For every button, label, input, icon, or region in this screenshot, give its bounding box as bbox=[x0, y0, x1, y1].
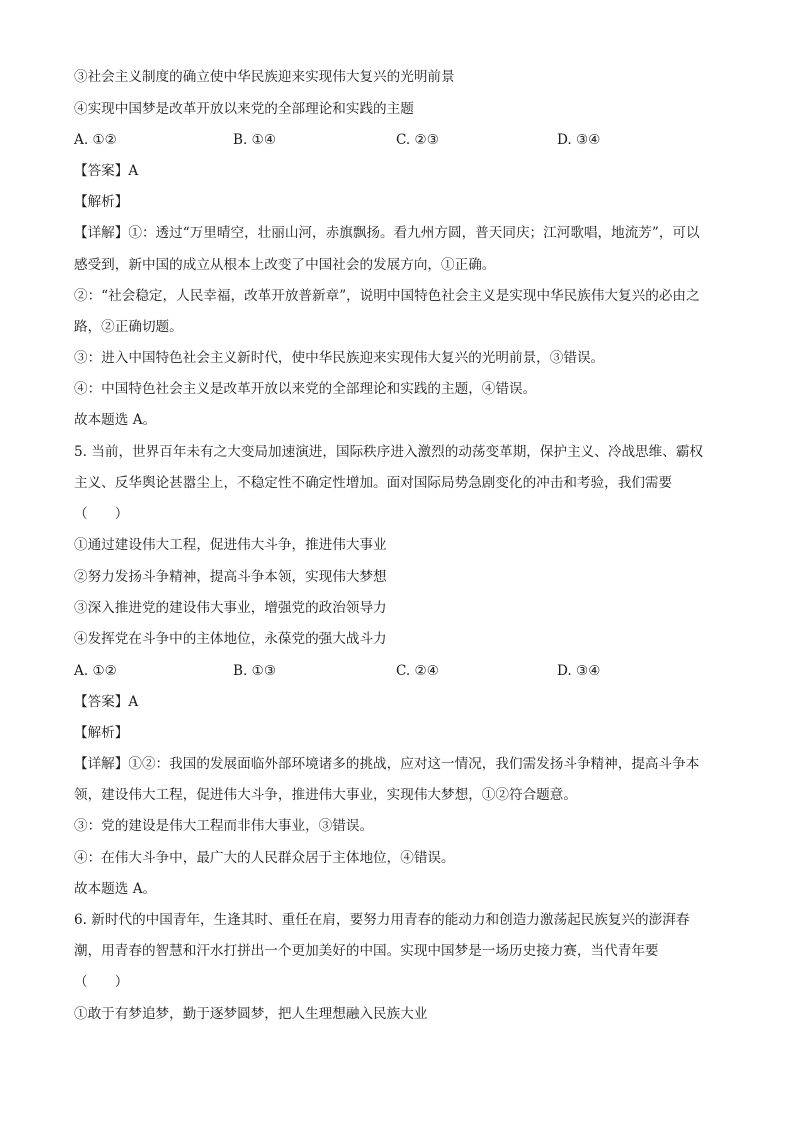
option-d: D. ③④ bbox=[557, 663, 601, 679]
text-line: 【详解】①②：我国的发展面临外部环境诸多的挑战，应对这一情况，我们需发扬斗争精神，提高斗争本 bbox=[74, 756, 700, 772]
text-line: 领，建设伟大工程，促进伟大斗争，推进伟大事业，实现伟大梦想，①②符合题意。 bbox=[74, 787, 577, 803]
text-line: 感受到，新中国的成立从根本上改变了中国社会的发展方向，①正确。 bbox=[74, 257, 496, 273]
option-b: B. ①③ bbox=[233, 663, 277, 679]
text-line: ②：“社会稳定，人民幸福，改革开放普新章”，说明中国特色社会主义是实现中华民族伟大复兴的必由之 bbox=[74, 288, 700, 304]
text-line: ①敢于有梦追梦，勤于逐梦圆梦，把人生理想融入民族大业 bbox=[74, 1006, 428, 1022]
text-line: ②努力发扬斗争精神，提高斗争本领，实现伟大梦想 bbox=[74, 569, 387, 585]
text-line: 【答案】A bbox=[74, 694, 139, 710]
text-line: ③深入推进党的建设伟大事业，增强党的政治领导力 bbox=[74, 600, 387, 616]
text-line: ④实现中国梦是改革开放以来党的全部理论和实践的主题 bbox=[74, 101, 414, 117]
text-line: 【解析】 bbox=[74, 725, 129, 741]
option-a: A. ①② bbox=[74, 663, 117, 679]
option-c: C. ②③ bbox=[396, 132, 439, 148]
text-line: 主义、反华舆论甚嚣尘上，不稳定性不确定性增加。面对国际局势急剧变化的冲击和考验，我们需要 bbox=[74, 475, 673, 491]
text-line: 故本题选 A。 bbox=[74, 881, 157, 897]
text-line: 5. 当前，世界百年未有之大变局加速演进，国际秩序进入激烈的动荡变革期，保护主义、冷战思维、霸权 bbox=[74, 444, 704, 460]
text-line: 潮，用青春的智慧和汗水打拼出一个更加美好的中国。实现中国梦是一场历史接力赛，当代青年要 bbox=[74, 943, 659, 959]
text-line: ④：在伟大斗争中，最广大的人民群众居于主体地位，④错误。 bbox=[74, 850, 455, 866]
text-line: 【详解】①：透过“万里晴空，壮丽山河，赤旗飘扬。看九州方圆，普天同庆；江河歌唱，地流芳”，可以 bbox=[74, 225, 700, 241]
text-line: 【答案】A bbox=[74, 163, 139, 179]
option-b: B. ①④ bbox=[233, 132, 277, 148]
text-line: ①通过建设伟大工程，促进伟大斗争，推进伟大事业 bbox=[74, 537, 387, 553]
text-line: 6. 新时代的中国青年，生逢其时、重任在肩，要努力用青春的能动力和创造力激荡起民族复兴的澎湃春 bbox=[74, 912, 690, 928]
text-line: （ ） bbox=[74, 974, 129, 990]
text-line: ③：进入中国特色社会主义新时代，使中华民族迎来实现伟大复兴的光明前景，③错误。 bbox=[74, 350, 605, 366]
text-line: 路，②正确切题。 bbox=[74, 319, 183, 335]
option-c: C. ②④ bbox=[396, 663, 439, 679]
text-line: ④：中国特色社会主义是改革开放以来党的全部理论和实践的主题，④错误。 bbox=[74, 381, 537, 397]
text-line: ③社会主义制度的确立使中华民族迎来实现伟大复兴的光明前景 bbox=[74, 69, 455, 85]
text-line: 故本题选 A。 bbox=[74, 412, 157, 428]
text-line: ④发挥党在斗争中的主体地位，永葆党的强大战斗力 bbox=[74, 631, 387, 647]
option-a: A. ①② bbox=[74, 132, 117, 148]
text-line: ③：党的建设是伟大工程而非伟大事业，③错误。 bbox=[74, 818, 374, 834]
text-line: 【解析】 bbox=[74, 194, 129, 210]
text-line: （ ） bbox=[74, 506, 129, 522]
option-d: D. ③④ bbox=[557, 132, 601, 148]
